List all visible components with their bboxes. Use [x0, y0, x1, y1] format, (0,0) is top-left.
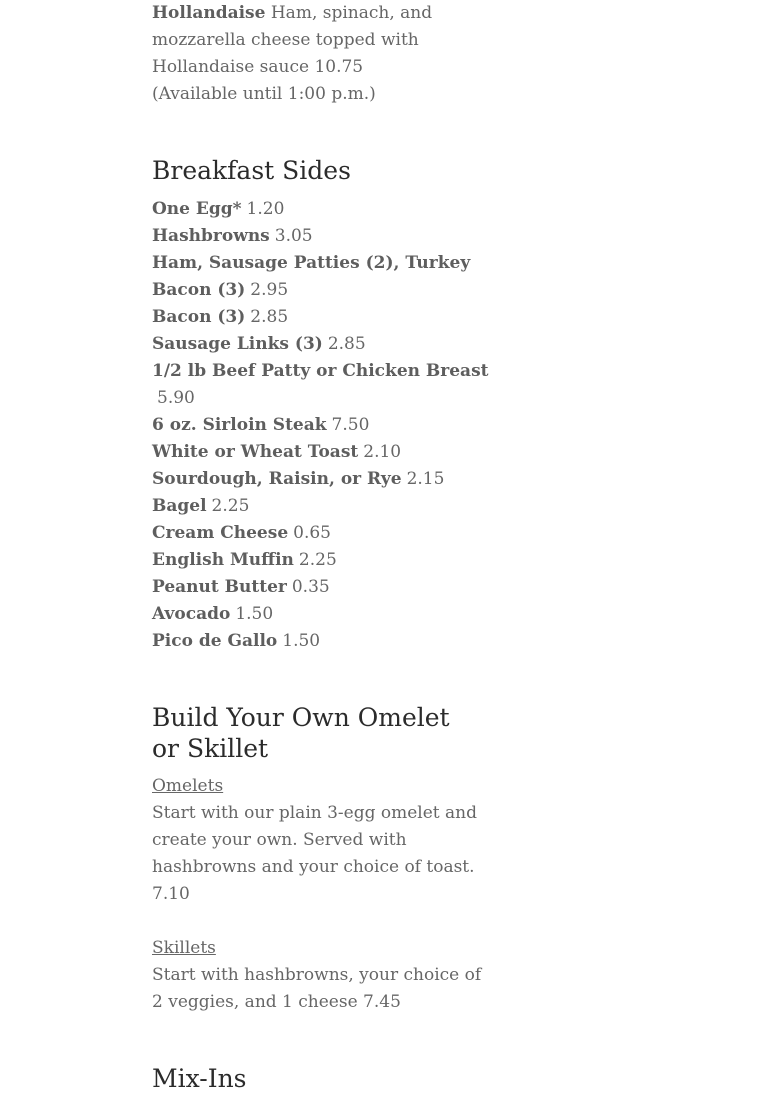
side-item-name: English Muffin	[152, 550, 294, 570]
side-item	[152, 385, 489, 412]
side-item	[152, 574, 489, 601]
side-item	[152, 628, 489, 655]
item-name: Hollandaise	[152, 3, 266, 23]
side-item-price: 2.25	[298, 550, 337, 570]
section-title-line: or Skillet	[152, 734, 269, 763]
side-item	[152, 439, 489, 466]
side-item-name: One Egg*	[152, 199, 242, 219]
omelets-label: Omelets	[152, 776, 224, 796]
side-item-price: 1.20	[246, 199, 285, 219]
omelets-block	[152, 773, 477, 908]
side-item	[152, 304, 489, 331]
side-item-name: Sausage Links (3)	[152, 334, 323, 354]
side-item	[152, 493, 489, 520]
side-item	[152, 601, 489, 628]
breakfast-sides-list	[152, 196, 489, 655]
side-item-price: 2.85	[327, 334, 366, 354]
section-title-breakfast-sides: Breakfast Sides	[152, 156, 351, 185]
side-item-name: Bacon (3)	[152, 280, 246, 300]
side-item	[152, 547, 489, 574]
side-item-name: White or Wheat Toast	[152, 442, 359, 462]
side-item-price: 1.50	[282, 631, 321, 651]
side-item	[152, 412, 489, 439]
side-item-name: Bagel	[152, 496, 207, 516]
side-item	[152, 277, 489, 304]
side-item-price: 2.85	[250, 307, 289, 327]
side-item-price: 0.65	[293, 523, 331, 543]
side-item-name: Pico de Gallo	[152, 631, 278, 651]
side-item-price: 2.95	[250, 280, 289, 300]
item-description: mozzarella cheese topped with	[152, 30, 419, 50]
side-item-name: Avocado	[152, 604, 231, 624]
side-item-name: Bacon (3)	[152, 307, 246, 327]
side-item-name: Sourdough, Raisin, or Rye	[152, 469, 402, 489]
side-item	[152, 466, 489, 493]
side-item-price: 2.10	[363, 442, 402, 462]
item-description-price: Hollandaise sauce 10.75	[152, 57, 364, 77]
side-item	[152, 331, 489, 358]
skillets-description: 2 veggies, and 1 cheese 7.45	[152, 992, 401, 1012]
section-title-build-your-own	[152, 702, 450, 764]
omelets-price: 7.10	[152, 884, 190, 904]
section-title-mix-ins: Mix-Ins	[152, 1064, 247, 1093]
omelets-description: create your own. Served with	[152, 830, 407, 850]
side-item-price: 2.25	[211, 496, 250, 516]
omelets-description: hashbrowns and your choice of toast.	[152, 857, 475, 877]
side-item-name: Peanut Butter	[152, 577, 287, 597]
side-item	[152, 358, 489, 385]
side-item-name: 6 oz. Sirloin Steak	[152, 415, 327, 435]
side-item-price: 1.50	[235, 604, 274, 624]
omelets-description: Start with our plain 3-egg omelet and	[152, 803, 478, 823]
item-description: Ham, spinach, and	[265, 3, 433, 23]
side-item-price: 5.90	[157, 388, 195, 408]
side-item-price: 0.35	[291, 577, 330, 597]
side-item-name: Ham, Sausage Patties (2), Turkey	[152, 253, 471, 273]
skillets-block	[152, 935, 481, 1016]
side-item-price: 2.15	[406, 469, 445, 489]
side-item	[152, 520, 489, 547]
side-item-name: 1/2 lb Beef Patty or Chicken Breast	[152, 361, 489, 381]
side-item	[152, 250, 489, 277]
side-item-price: 7.50	[331, 415, 370, 435]
side-item-price: 3.05	[274, 226, 313, 246]
hollandaise-item	[152, 0, 432, 108]
section-title-line: Build Your Own Omelet	[152, 703, 450, 732]
side-item-name: Hashbrowns	[152, 226, 270, 246]
side-item	[152, 196, 489, 223]
skillets-label: Skillets	[152, 938, 216, 958]
side-item-name: Cream Cheese	[152, 523, 289, 543]
availability-note: (Available until 1:00 p.m.)	[152, 84, 376, 104]
skillets-description: Start with hashbrowns, your choice of	[152, 965, 482, 985]
side-item	[152, 223, 489, 250]
